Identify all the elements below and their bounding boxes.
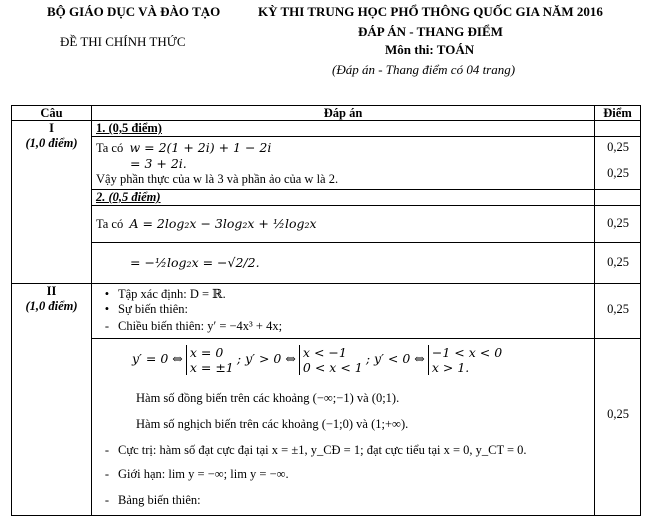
exam-title: KỲ THI TRUNG HỌC PHỔ THÔNG QUỐC GIA NĂM 2016 [258, 4, 603, 19]
sign-conditions: y′ = 0 ⇔ x = 0 x = ±1 ; y′ > 0 ⇔ x < −1 0 < x < 1 ; y′ < 0 ⇔ −1 < x < 0 x > 1. [132, 345, 503, 375]
answer-line: Hàm số nghịch biến trên các khoảng (−1;0) và (1;+∞). [136, 417, 409, 431]
table-row [12, 137, 641, 190]
score-value: 0,25 [607, 302, 629, 316]
table-row [12, 339, 641, 516]
question-number: II [46, 284, 57, 298]
score-value: 0,25 [607, 407, 629, 421]
question-cell-2 [12, 284, 92, 516]
col-answer-header: Đáp án [92, 106, 595, 121]
answer-line: Hàm số đồng biến trên các khoảng (−∞;−1) và (0;1). [136, 391, 400, 405]
answer-table [11, 105, 641, 516]
answer-line: - Chiều biến thiên: y′ = −4x³ + 4x; [104, 319, 283, 333]
score-value: 0,25 [607, 255, 629, 269]
table-row [12, 190, 641, 206]
equation: = −½log₂x = −√2/2. [130, 255, 260, 270]
equation: w = 2(1 + 2i) + 1 − 2i [129, 140, 272, 155]
equation: A = 2log₂x − 3log₂x + ½log₂x [129, 216, 317, 231]
answer-line: Ta có w = 2(1 + 2i) + 1 − 2i [96, 140, 272, 155]
official-label: ĐỀ THI CHÍNH THỨC [60, 34, 186, 49]
table-row [12, 121, 641, 137]
ministry-name: BỘ GIÁO DỤC VÀ ĐÀO TẠO [47, 4, 221, 19]
subject-label: Môn thi: TOÁN [385, 42, 475, 57]
case-brace: −1 < x < 0 x > 1. [428, 345, 502, 375]
table-row [12, 206, 641, 243]
question-cell-1 [12, 121, 92, 284]
answer-line: - Bảng biến thiên: [104, 493, 201, 507]
col-question-header: Câu [12, 106, 92, 121]
answer-line: • Tập xác định: D = ℝ. [104, 287, 226, 301]
page-count-note: (Đáp án - Thang điểm có 04 trang) [332, 62, 516, 77]
table-header-row [12, 106, 641, 121]
answer-key-title: ĐÁP ÁN - THANG ĐIỂM [358, 24, 503, 39]
part-title: 1. (0,5 điểm) [92, 121, 595, 137]
answer-line: - Giới hạn: lim y = −∞; lim y = −∞. [104, 467, 289, 481]
question-number: I [49, 121, 54, 135]
col-score-header: Điểm [595, 106, 641, 121]
answer-line: • Sự biến thiên: [104, 302, 188, 316]
table-row [12, 243, 641, 284]
answer-line: - Cực trị: hàm số đạt cực đại tại x = ±1, y_CĐ = 1; đạt cực tiểu tại x = 0, y_CT = 0. [104, 443, 527, 457]
answer-line: Ta có A = 2log₂x − 3log₂x + ½log₂x [96, 216, 317, 231]
equation: = 3 + 2i. [130, 156, 187, 171]
question-points: (1,0 điểm) [25, 299, 78, 313]
score-value: 0,25 [607, 166, 629, 180]
score-value: 0,25 [607, 140, 629, 154]
answer-line: Vậy phần thực của w là 3 và phần ảo của w là 2. [96, 172, 339, 186]
question-points: (1,0 điểm) [25, 136, 78, 150]
score-value: 0,25 [607, 216, 629, 230]
case-brace: x = 0 x = ±1 [186, 345, 234, 375]
part-title: 2. (0,5 điểm) [92, 190, 595, 206]
case-brace: x < −1 0 < x < 1 [299, 345, 363, 375]
table-row [12, 284, 641, 339]
